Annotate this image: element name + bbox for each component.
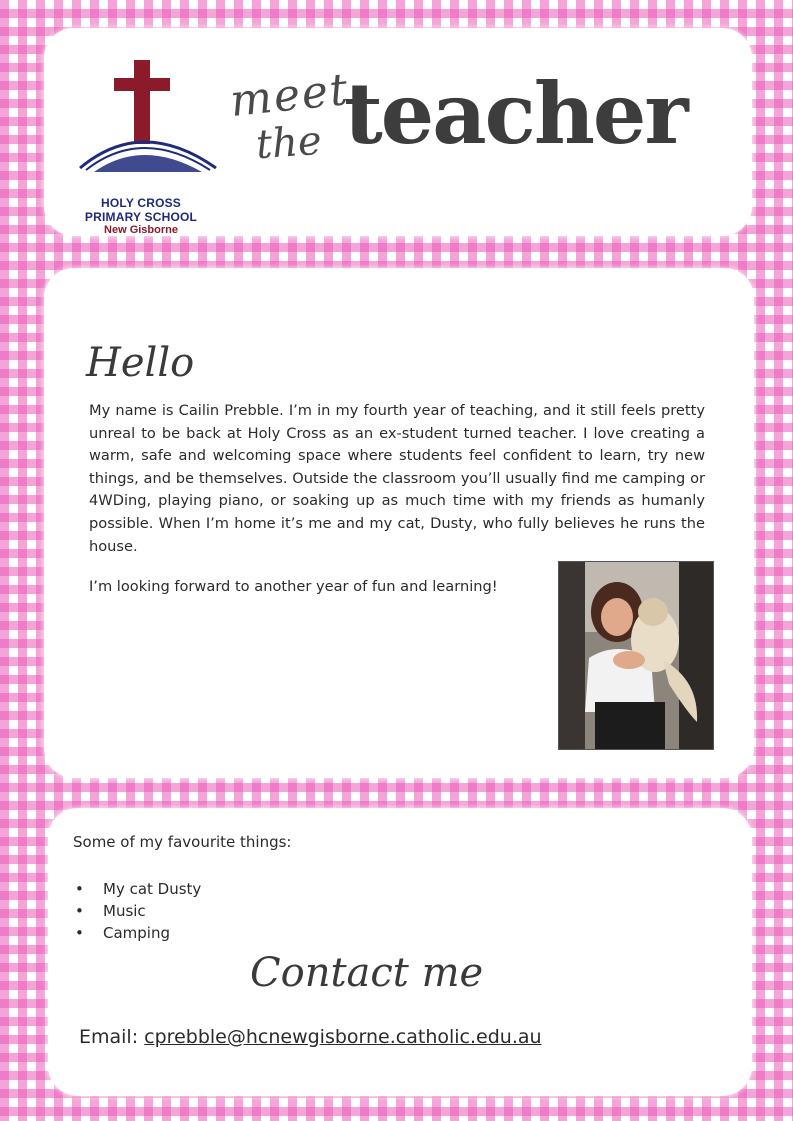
logo-text-line3: New Gisborne bbox=[104, 224, 178, 236]
closing-line: I’m looking forward to another year of fun and learning! bbox=[89, 578, 498, 595]
title-the: the bbox=[254, 117, 324, 169]
favourites-heading: Some of my favourite things: bbox=[73, 833, 292, 851]
school-logo bbox=[76, 58, 221, 236]
favourites-list bbox=[73, 878, 201, 944]
logo-text-line1: HOLY CROSS bbox=[100, 196, 182, 210]
list-item: • Music bbox=[73, 900, 201, 922]
greeting-heading: Hello bbox=[86, 340, 195, 386]
cross-logo-icon bbox=[76, 58, 221, 198]
contact-heading: Contact me bbox=[250, 950, 484, 996]
teacher-with-cat-photo-icon bbox=[559, 562, 713, 749]
logo-text-line2: PRIMARY SCHOOL bbox=[84, 210, 198, 224]
list-item: • My cat Dusty bbox=[73, 878, 201, 900]
header-panel bbox=[44, 28, 752, 236]
email-row bbox=[79, 1026, 542, 1048]
intro-panel bbox=[44, 268, 754, 778]
favourites-contact-panel bbox=[48, 808, 752, 1096]
list-item: • Camping bbox=[73, 922, 201, 944]
page-title: teacher bbox=[344, 64, 687, 163]
email-link[interactable]: cprebble@hcnewgisborne.catholic.edu.au bbox=[144, 1026, 542, 1048]
intro-paragraph: My name is Cailin Prebble. I’m in my fourth year of teaching, and it still feels pretty unreal to be back at Holy Cross as an ex-student turned teacher. I love creating a warm, safe and welcoming space where students feel confident to learn, try new things, and be themselves. Outside the classroom you’ll usually find me camping or 4WDing, playing piano, or soaking up as much time with my friends as humanly possible. When I’m home it’s me and my cat, Dusty, who fully believes he runs the house. bbox=[89, 402, 705, 555]
title-meet: meet bbox=[227, 63, 352, 128]
email-label: Email: bbox=[79, 1026, 139, 1048]
teacher-photo bbox=[558, 561, 714, 750]
